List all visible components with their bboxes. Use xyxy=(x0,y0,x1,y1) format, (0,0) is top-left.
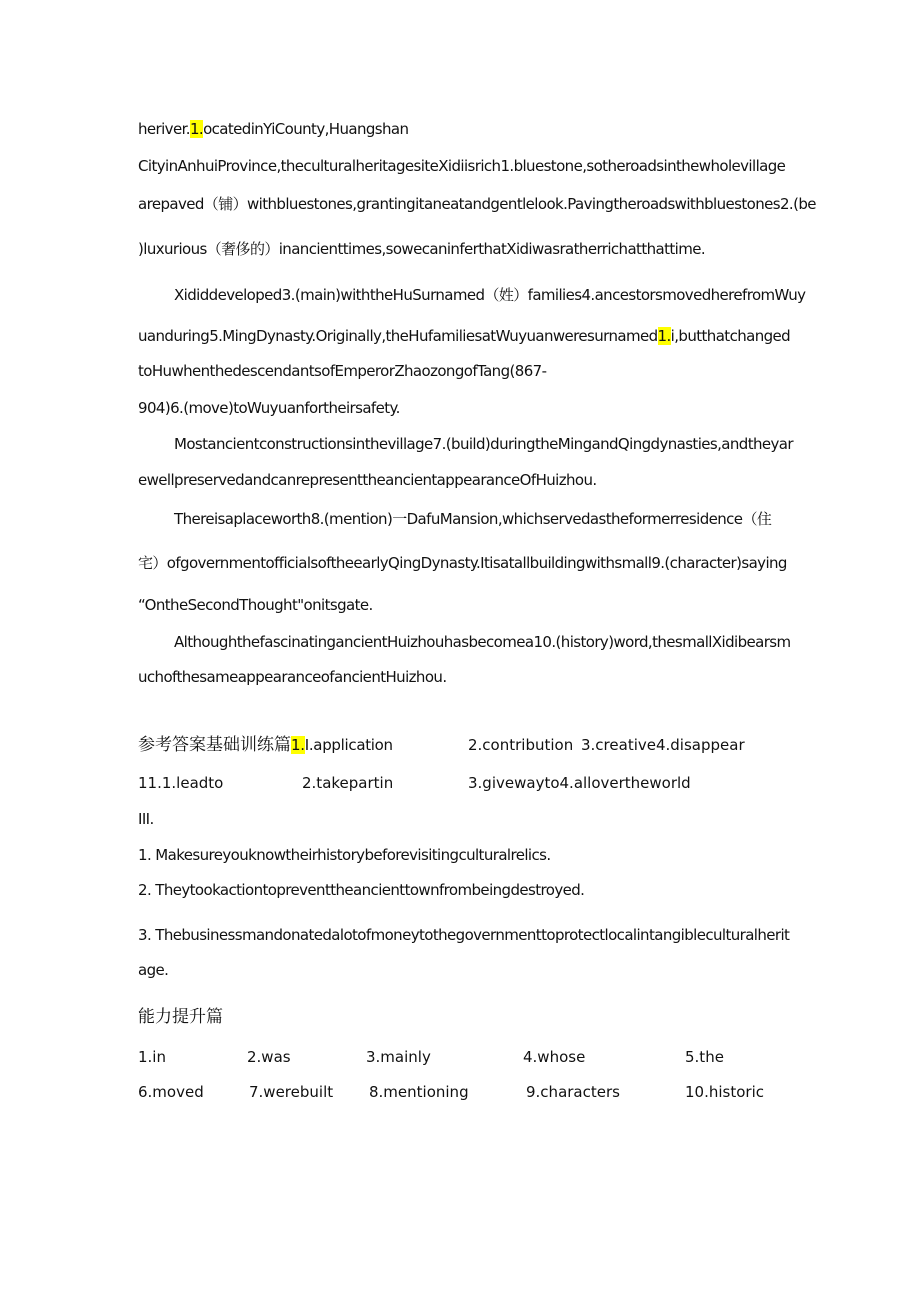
answer-item: 11.1.leadto xyxy=(138,774,224,792)
passage-line: CityinAnhuiProvince,theculturalheritagesiteXidiisrich1.bluestone,sotheroadsinthewholevillage xyxy=(138,157,786,175)
heading-text: 参考答案基础训练篇 xyxy=(138,735,291,755)
answer-item: 6.moved xyxy=(138,1083,204,1101)
answer-sentence: 2. Theytookactiontopreventtheancienttownfrombeingdestroyed. xyxy=(138,881,585,899)
answer-item: 1.in xyxy=(138,1048,166,1066)
highlighted-text: 1. xyxy=(189,120,204,138)
answer-item: 2.contribution xyxy=(468,736,574,754)
advanced-heading: 能力提升篇 xyxy=(138,1007,223,1027)
answer-item: 3.mainly xyxy=(366,1048,431,1066)
answer-item: 5.the xyxy=(685,1048,724,1066)
answer-item: I.application xyxy=(304,736,393,754)
text-span: uanduring5.MingDynasty.Originally,theHufamiliesatWuyuanweresurnamed xyxy=(138,327,658,345)
answer-sentence: 1. Makesureyouknowtheirhistorybeforevisitingculturalrelics. xyxy=(138,846,551,864)
passage-line: Thereisaplaceworth8.(mention)一DafuMansion,whichservedastheformerresidence（住 xyxy=(174,510,772,528)
highlighted-text: 1. xyxy=(657,327,671,345)
answer-item: 3.givewayto4.allovertheworld xyxy=(468,774,691,792)
section-label: III. xyxy=(138,810,154,828)
highlighted-text: 1. xyxy=(291,736,305,754)
answer-item: 10.historic xyxy=(685,1083,764,1101)
answers-row xyxy=(0,735,920,755)
passage-line: toHuwhenthedescendantsofEmperorZhaozongofTang(867- xyxy=(138,362,547,380)
answer-sentence: age. xyxy=(138,961,169,979)
passage-line: ewellpreservedandcanrepresenttheancientappearanceOfHuizhou. xyxy=(138,471,597,489)
passage-line: uchofthesameappearanceofancientHuizhou. xyxy=(138,668,447,686)
passage-line xyxy=(138,326,790,346)
answer-sentence: 3. Thebusinessmandonatedalotofmoneytothegovernmenttoprotectlocalintangibleculturalherit xyxy=(138,926,790,944)
passage-line: Mostancientconstructionsinthevillage7.(build)duringtheMingandQingdynasties,andtheyar xyxy=(174,435,793,453)
text-span: heriver. xyxy=(138,120,190,138)
text-span: i,butthatchanged xyxy=(670,327,791,345)
answers-row xyxy=(0,773,920,793)
answers-grid-row xyxy=(0,1082,920,1102)
answer-item: 4.whose xyxy=(523,1048,586,1066)
answer-item: 8.mentioning xyxy=(369,1083,469,1101)
passage-line: 宅）ofgovernmentofficialsoftheearlyQingDynasty.Itisatallbuildingwithsmall9.(character)saying xyxy=(138,554,787,572)
passage-line: AlthoughthefascinatingancientHuizhouhasbecomea10.(history)word,thesmallXidibearsm xyxy=(174,633,791,651)
passage-line: )luxurious（奢侈的）inancienttimes,sowecaninferthatXidiwasratherrichatthattime. xyxy=(138,240,706,258)
answers-grid-row xyxy=(0,1047,920,1067)
answer-item: 2.takepartin xyxy=(302,774,394,792)
passage-line: 904)6.(move)toWuyuanfortheirsafety. xyxy=(138,399,400,417)
passage-line xyxy=(138,119,408,139)
answer-item: 2.was xyxy=(247,1048,291,1066)
answer-item: 9.characters xyxy=(526,1083,620,1101)
passage-line: arepaved（铺）withbluestones,grantingitaneatandgentlelook.Pavingtheroadswithbluestones2.(be xyxy=(138,195,816,213)
answer-item: 3.creative4.disappear xyxy=(581,736,745,754)
answer-item: 7.werebuilt xyxy=(249,1083,334,1101)
text-span: ocatedinYiCounty,Huangshan xyxy=(203,120,409,138)
passage-line: “OntheSecondThought"onitsgate. xyxy=(138,596,373,614)
passage-line: Xididdeveloped3.(main)withtheHuSurnamed（姓）families4.ancestorsmovedherefromWuy xyxy=(174,286,806,304)
